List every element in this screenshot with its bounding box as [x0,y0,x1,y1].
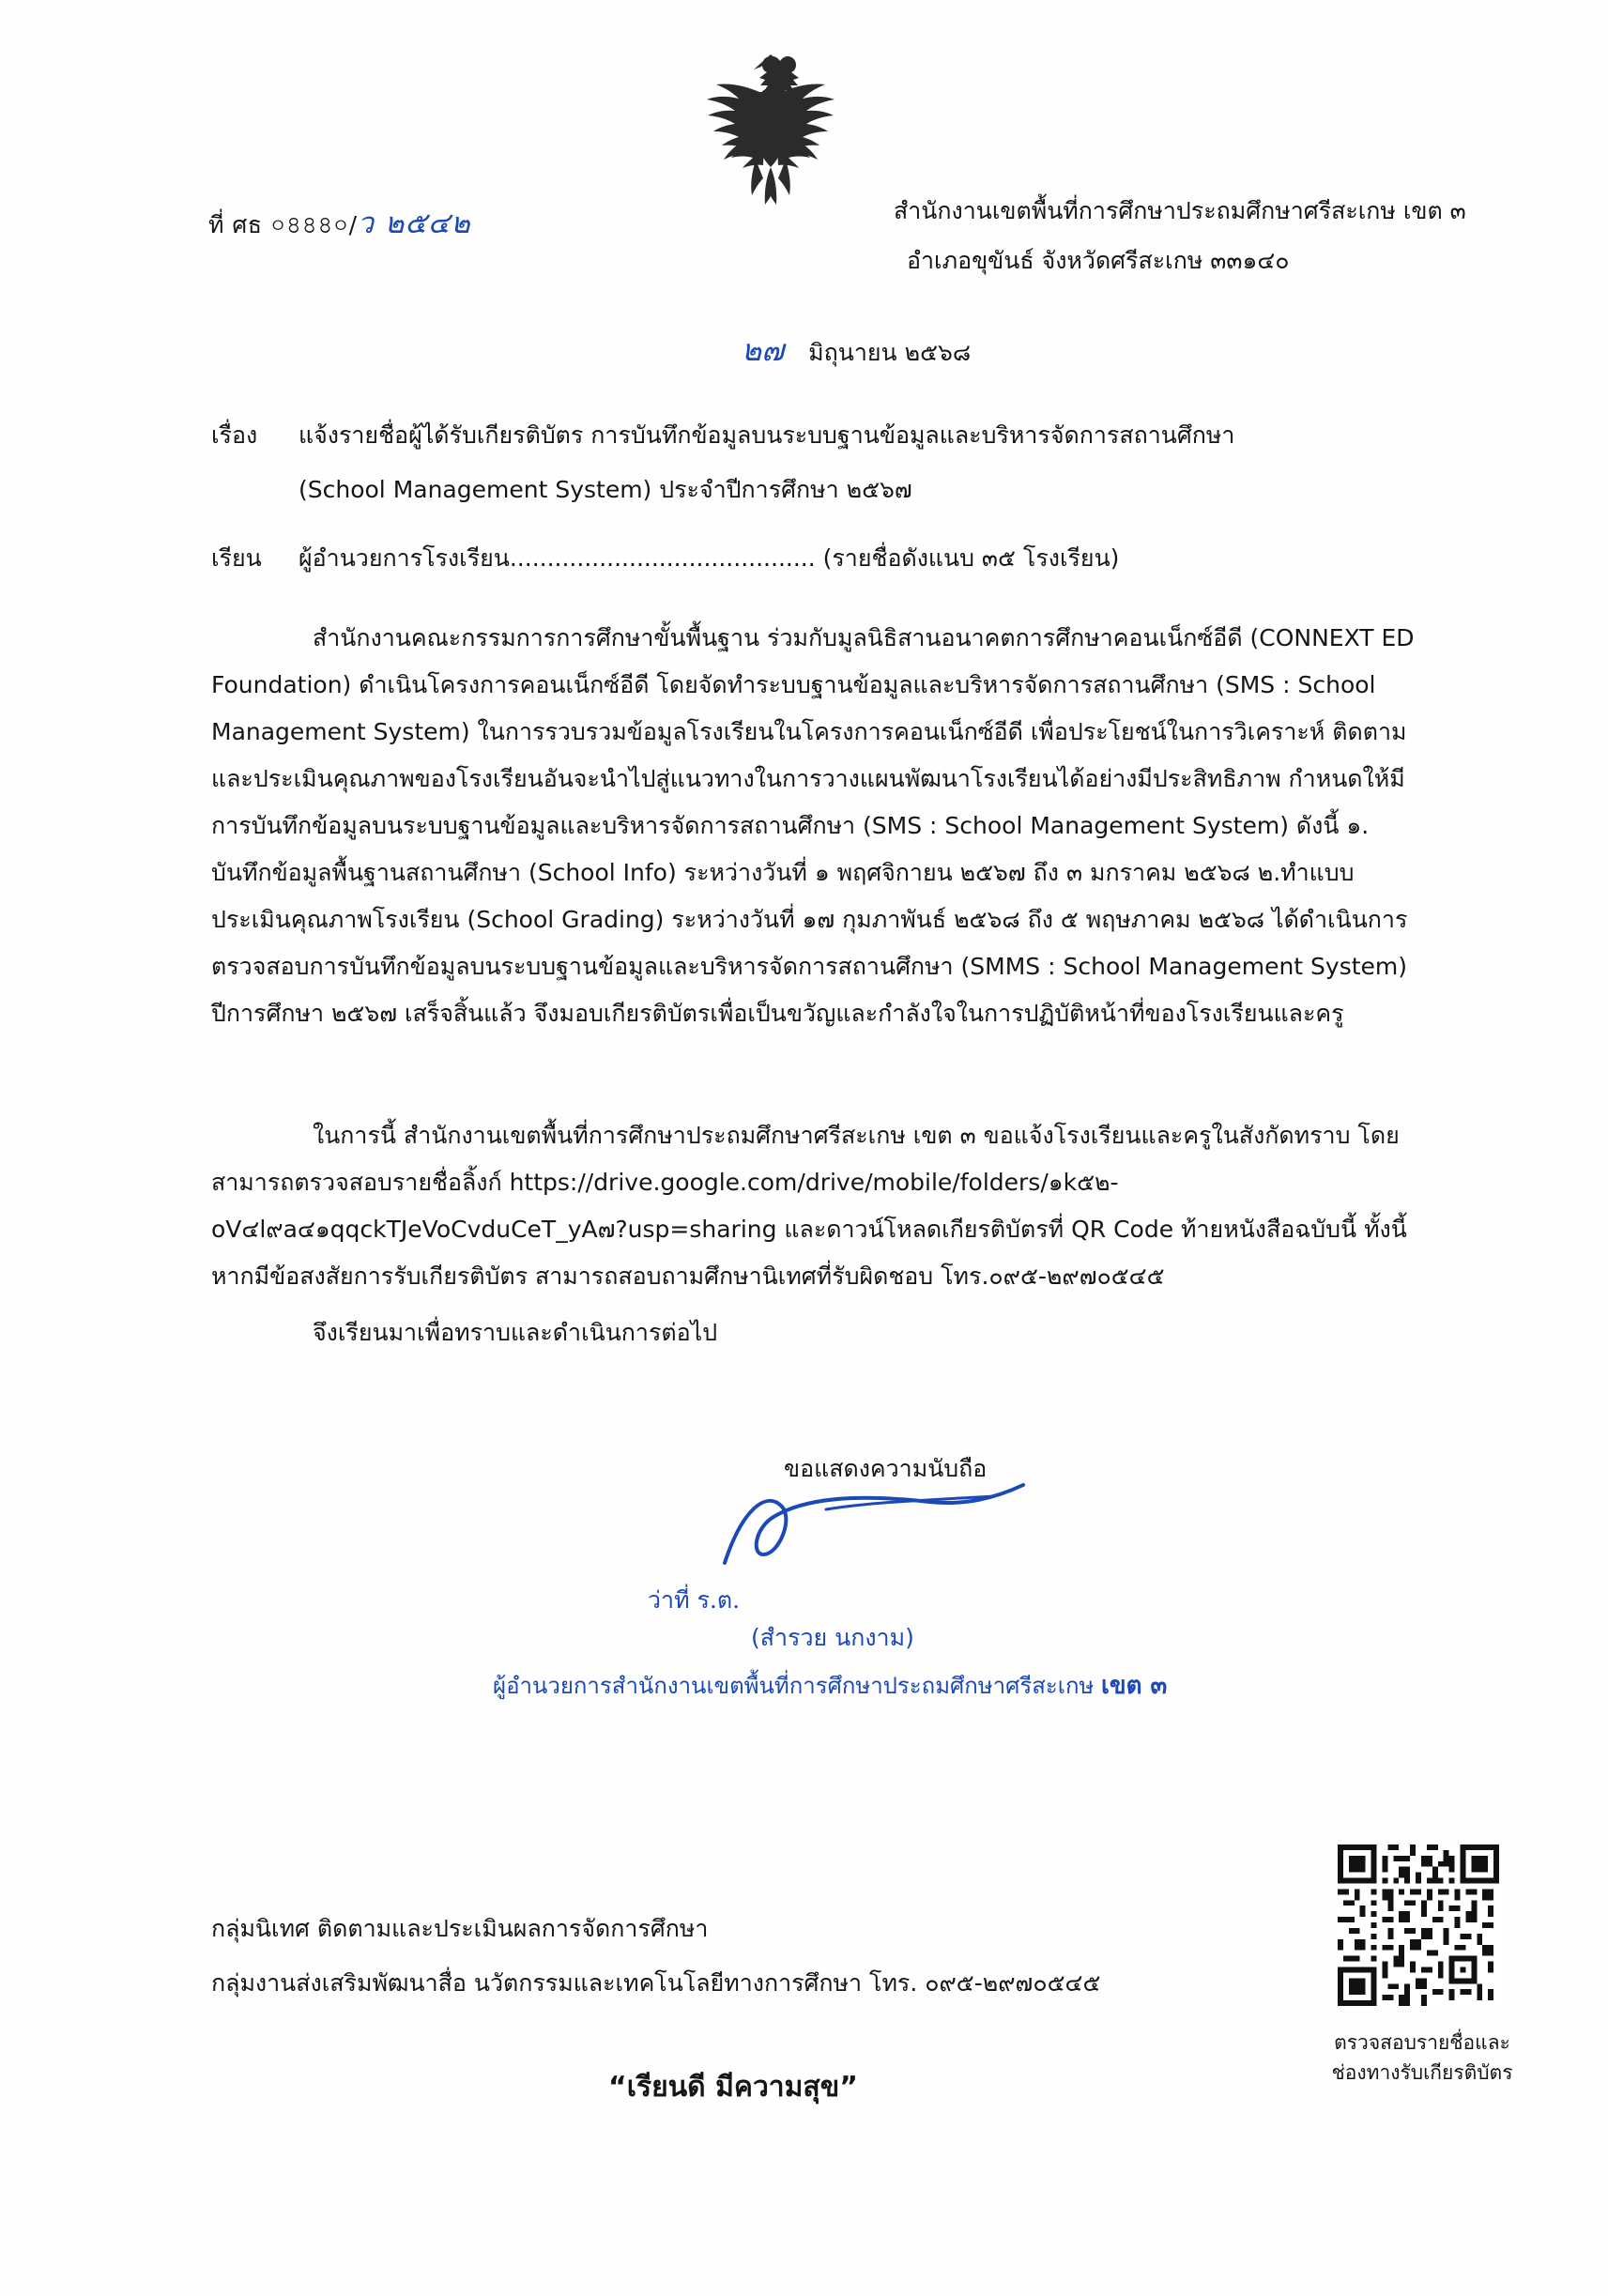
addressee-label: เรียน [211,544,262,572]
footer-contact: กลุ่มงานส่งเสริมพัฒนาสื่อ นวัตกรรมและเทคโนโลยีทางการศึกษา โทร. ๐๙๕-๒๙๗๐๕๔๕ [211,1969,1101,1997]
addressee-text: ผู้อำนวยการโรงเรียน......................................... (รายชื่อดังแนบ ๓๕ โรงเรียน) [299,544,1120,572]
document-number-prefix: ที่ ศธ ০৪৪৪০/ [208,211,358,238]
signature-position [493,1666,1167,1705]
document-date-day: ๒๗ [742,332,785,368]
subject-text-line1: แจ้งรายชื่อผู้ได้รับเกียรติบัตร การบันทึกข้อมูลบนระบบฐานข้อมูลและบริหารจัดการสถานศึกษา [299,421,1235,449]
body-paragraph-2 [211,1112,1415,1300]
office-address: อำเภอขุขันธ์ จังหวัดศรีสะเกษ ๓๓๑๔๐ [907,247,1290,274]
footer-motto: “เรียนดี มีความสุข” [608,2071,858,2104]
qr-caption-line2: ช่องทางรับเกียรติบัตร [1331,2061,1513,2084]
footer-department: กลุ่มนิเทศ ติดตามและประเมินผลการจัดการศึกษา [211,1915,709,1942]
body-paragraph-3-text: จึงเรียนมาเพื่อทราบและดำเนินการต่อไป [313,1319,718,1346]
document-date-month-year: มิถุนายน ๒๕๖๘ [808,339,972,366]
signature-position-text: ผู้อำนวยการสำนักงานเขตพื้นที่การศึกษาประถมศึกษาศรีสะเกษ [493,1673,1095,1699]
body-paragraph-2-text: ในการนี้ สำนักงานเขตพื้นที่การศึกษาประถมศึกษาศรีสะเกษ เขต ๓ ขอแจ้งโรงเรียนและครูในสังกัดทราบ โดยสามารถตรวจสอบรายชื่อลิ้งก์ https://drive.google.com/drive/mobile/folders/๑k๕๒-oV๔l๙a๔๑qqckTJeVoCvduCeT_yA๗?usp=sharing และดาวน์โหลดเกียรติบัตรที่ QR Code ท้ายหนังสือฉบับนี้ ทั้งนี้ หากมีข้อสงสัยการรับเกียรติบัตร สามารถสอบถามศึกษานิเทศที่รับผิดชอบ โทร.๐๙๕-๒๙๗๐๕๔๕ [211,1122,1407,1290]
body-paragraph-1 [211,615,1415,1037]
signature-scribble [713,1474,1042,1577]
signature-name: (สำรวย นกงาม) [751,1624,914,1651]
document-number-handwritten: ว ๒๕๔๒ [357,207,471,240]
signature-regards: ขอแสดงความนับถือ [784,1455,988,1482]
document-date [742,327,971,375]
qr-code[interactable] [1338,1844,1499,2006]
qr-caption-line1: ตรวจสอบรายชื่อและ [1334,2031,1510,2054]
signature-position-zone: เขต ๓ [1100,1672,1168,1700]
subject-label: เรื่อง [211,421,258,449]
signature-acting-rank: ว่าที่ ร.ต. [648,1586,741,1614]
document-number [208,199,471,247]
office-name: สำนักงานเขตพื้นที่การศึกษาประถมศึกษาศรีสะเกษ เขต ๓ [894,197,1466,224]
qr-caption [1305,2028,1539,2088]
body-paragraph-1-text: สำนักงานคณะกรรมการการศึกษาขั้นพื้นฐาน ร่วมกับมูลนิธิสานอนาคตการศึกษาคอนเน็กซ์อีดี (CONNEXT ED Foundation) ดำเนินโครงการคอนเน็กซ์อีดี โดยจัดทำระบบฐานข้อมูลและบริหารจัดการสถานศึกษา (SMS : School Management System) ในการรวบรวมข้อมูลโรงเรียนในโครงการคอนเน็กซ์อีดี เพื่อประโยชน์ในการวิเคราะห์ ติดตาม และประเมินคุณภาพของโรงเรียนอันจะนำไปสู่แนวทางในการวางแผนพัฒนาโรงเรียนได้อย่างมีประสิทธิภาพ กำหนดให้มีการบันทึกข้อมูลบนระบบฐานข้อมูลและบริหารจัดการสถานศึกษา (SMS : School Management System) ดังนี้ ๑. บันทึกข้อมูลพื้นฐานสถานศึกษา (School Info) ระหว่างวันที่ ๑ พฤศจิกายน ๒๕๖๗ ถึง ๓ มกราคม ๒๕๖๘ ๒.ทำแบบประเมินคุณภาพโรงเรียน (School Grading) ระหว่างวันที่ ๑๗ กุมภาพันธ์ ๒๕๖๘ ถึง ๕ พฤษภาคม ๒๕๖๘ ได้ดำเนินการตรวจสอบการบันทึกข้อมูลบนระบบฐานข้อมูลและบริหารจัดการสถานศึกษา (SMMS : School Management System) ปีการศึกษา ๒๕๖๗ เสร็จสิ้นแล้ว จึงมอบเกียรติบัตรเพื่อเป็นขวัญและกำลังใจในการปฏิบัติหน้าที่ของโรงเรียนและครู [211,624,1415,1027]
subject-text-line2: (School Management System) ประจำปีการศึกษา ๒๕๖๗ [299,476,912,503]
garuda-emblem [686,49,855,213]
body-paragraph-3 [211,1309,1415,1356]
